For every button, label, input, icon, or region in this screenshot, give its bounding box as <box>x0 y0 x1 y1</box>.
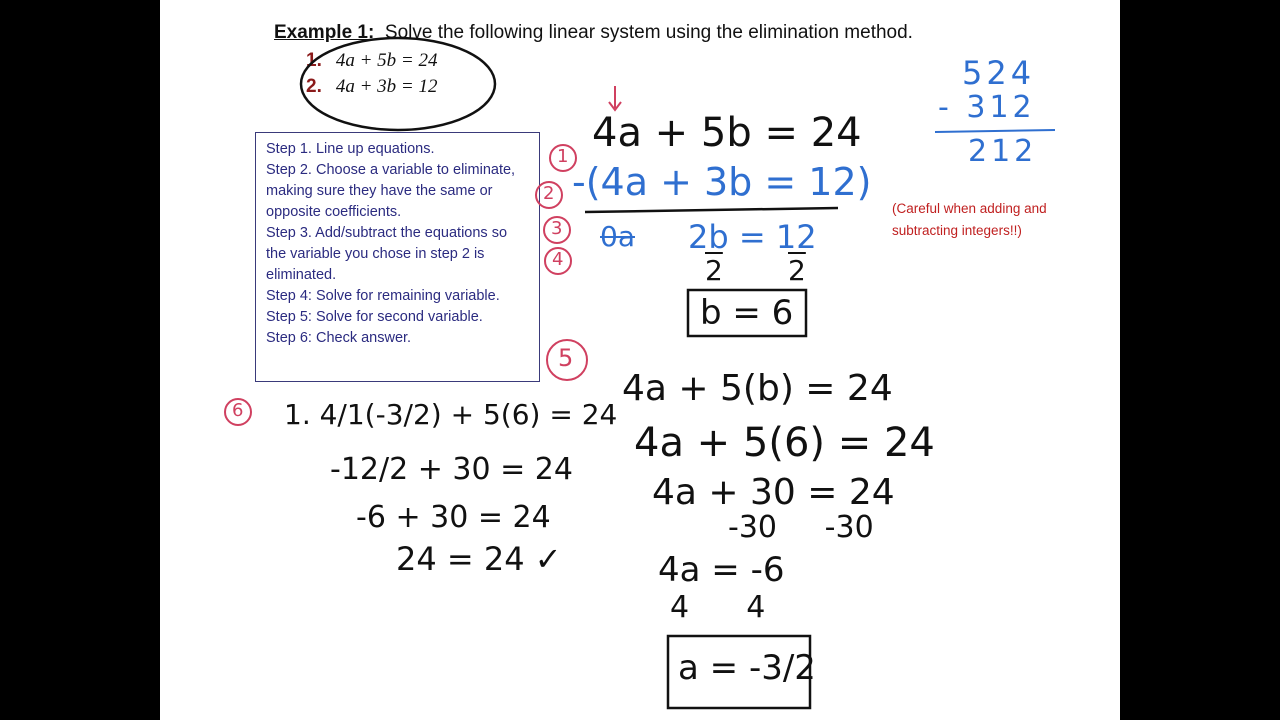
step-marker-1: 1 <box>557 146 569 167</box>
sub-line-5: 4a = -6 <box>658 550 785 590</box>
lecture-slide <box>160 0 1120 720</box>
elim-row-1: 4a + 5b = 24 <box>592 110 862 156</box>
elim-row-2: -(4a + 3b = 12) <box>572 160 872 204</box>
equation-expr: 4a + 5b = 24 <box>335 50 438 71</box>
step-1: Step 1. Line up equations. <box>266 141 435 157</box>
circle-annotation <box>301 38 495 130</box>
step-3: Step 3. Add/subtract the equations so the variable you chose in step 2 is eliminated. <box>266 225 508 283</box>
subtraction-top: 524 <box>962 54 1036 92</box>
sub-line-6: 4 4 <box>670 590 766 625</box>
step-marker-5: 5 <box>558 344 574 372</box>
step-4: Step 4: Solve for remaining variable. <box>266 288 500 304</box>
elim-row-3: 2b = 12 <box>688 218 817 256</box>
elim-zero-a: 0a <box>600 220 635 253</box>
check-line-1: 1. 4/1(-3/2) + 5(6) = 24 <box>284 398 618 431</box>
result-a: a = -3/2 <box>678 648 816 688</box>
step-marker-2: 2 <box>543 183 555 204</box>
example-label: Example 1: <box>274 22 375 43</box>
sub-line-2: 4a + 5(6) = 24 <box>634 420 935 466</box>
equation-number: 2. <box>306 76 322 97</box>
equation-expr: 4a + 3b = 12 <box>335 76 438 97</box>
sub-line-4: -30 -30 <box>728 510 874 545</box>
step-5: Step 5: Solve for second variable. <box>266 309 483 325</box>
sum-line <box>585 208 838 212</box>
step-marker-circles <box>225 145 587 425</box>
elim-divisor: 2 <box>705 254 723 287</box>
check-line-4: 24 = 24 ✓ <box>396 540 562 578</box>
subtraction-mid: - 312 <box>938 90 1036 125</box>
subtraction-result: 212 <box>968 134 1038 169</box>
note-line: (Careful when adding and <box>892 201 1047 216</box>
check-line-3: -6 + 30 = 24 <box>356 500 551 535</box>
check-line-2: -12/2 + 30 = 24 <box>330 452 573 487</box>
example-instructions: Solve the following linear system using the elimination method. <box>384 22 913 43</box>
elim-divisor: 2 <box>788 254 806 287</box>
result-b: b = 6 <box>700 293 794 333</box>
subtraction-line <box>935 130 1055 132</box>
step-marker-3: 3 <box>551 218 563 239</box>
note-line: subtracting integers!!) <box>892 223 1022 238</box>
equation-number: 1. <box>306 50 322 71</box>
step-6: Step 6: Check answer. <box>266 330 412 346</box>
step-2: Step 2. Choose a variable to eliminate, making sure they have the same or opposite coefficients. <box>266 162 516 220</box>
sub-line-1: 4a + 5(b) = 24 <box>622 368 893 409</box>
sub-line-3: 4a + 30 = 24 <box>652 472 895 513</box>
step-marker-4: 4 <box>552 249 564 270</box>
step-marker-6: 6 <box>232 400 244 421</box>
